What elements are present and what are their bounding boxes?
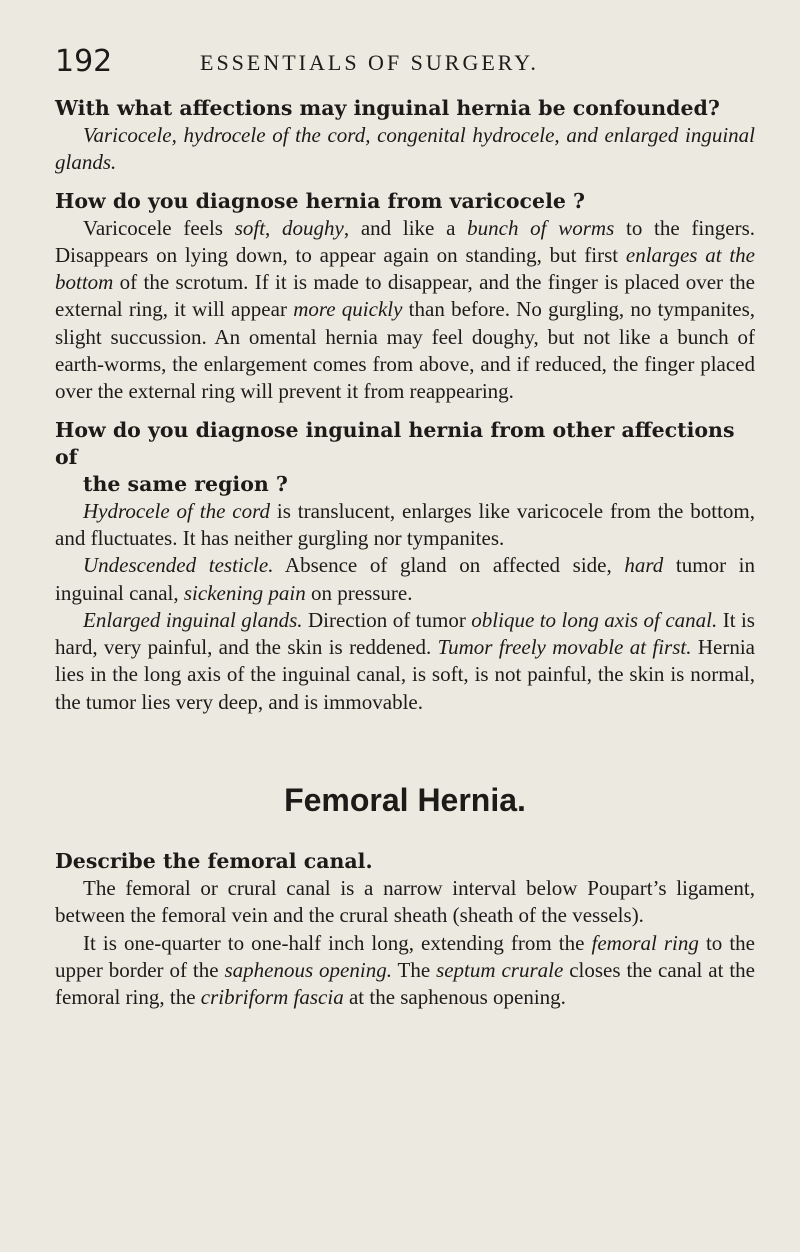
italic-text: hard	[624, 553, 664, 578]
answer-paragraph	[55, 215, 755, 406]
italic-text: oblique to long axis of canal.	[471, 607, 718, 632]
text: at the saphenous opening.	[343, 985, 566, 1010]
text: tumor in inguinal canal,	[55, 553, 756, 605]
text: is translucent, enlarges like varicocele from the bottom, and fluctuates. It has neither gurgling nor tympanites.	[55, 498, 755, 550]
page-body	[55, 95, 755, 1012]
text: on pressure.	[305, 580, 413, 605]
text: The	[391, 957, 437, 982]
italic-text: septum crurale	[436, 957, 564, 982]
text: , and like a	[343, 215, 468, 240]
italic-text: sickening pain	[183, 580, 306, 605]
italic-text: Enlarged inguinal glands.	[83, 607, 303, 632]
page-header	[55, 42, 755, 82]
text: than before. No gurgling, no tympanites, slight succussion. An omental hernia may feel doughy, but not like a bunch of earth-worms, the enlargement comes from above, and if reduced, the finger placed over the external ring will prevent it from reappearing.	[55, 297, 755, 404]
text: Hernia lies in the long axis of the inguinal canal, is soft, is not painful, the skin is normal, the tumor lies very deep, and is immovable.	[55, 635, 755, 714]
running-head: ESSENTIALS OF SURGERY.	[200, 50, 539, 75]
italic-text: cribriform fascia	[200, 985, 344, 1010]
question-line: the same region ?	[83, 471, 288, 496]
answer-paragraph: The femoral or crural canal is a narrow interval below Poupart’s ligament, between the femoral vein and the crural sheath (sheath of the vessels).	[55, 876, 755, 928]
italic-text: bunch of worms	[467, 215, 615, 240]
italic-text: femoral ring	[591, 930, 699, 955]
italic-text: saphenous opening.	[224, 957, 392, 982]
italic-text: Tumor freely movable at first.	[437, 635, 692, 660]
text: Direction of tumor	[302, 607, 472, 632]
italic-text: doughy	[282, 215, 344, 240]
text: of the scrotum. If it is made to disappear, and the finger is placed over the external ring, it will appear	[55, 270, 755, 322]
answer-paragraph	[55, 607, 755, 716]
text: Varicocele feels	[83, 215, 235, 240]
italic-text: more quickly	[293, 297, 403, 322]
answer-paragraph	[55, 930, 755, 1012]
answer-paragraph	[55, 122, 755, 177]
text: Absence of gland on affected side,	[273, 553, 625, 578]
question-heading	[55, 417, 755, 498]
question-heading: Describe the femoral canal.	[55, 849, 373, 874]
text: to the upper border of the	[55, 930, 755, 982]
text: closes the canal at the femoral ring, the	[55, 957, 755, 1010]
answer-paragraph	[55, 498, 755, 553]
question-line: How do you diagnose inguinal hernia from other affections of	[55, 417, 735, 469]
question-heading: How do you diagnose hernia from varicocele ?	[55, 188, 586, 213]
answer-paragraph	[55, 552, 755, 607]
italic-text: enlarges at the bottom	[55, 242, 755, 295]
question-heading: With what affections may inguinal hernia be confounded?	[55, 96, 720, 120]
text: to the fingers. Disappears on lying down, to appear again on standing, but first	[55, 215, 755, 267]
page-number: 192	[55, 44, 113, 79]
text: It is one-quarter to one-half inch long, extending from the	[83, 930, 592, 955]
text: It is hard, very painful, and the skin is reddened.	[55, 607, 755, 660]
italic-text: Undescended testicle.	[83, 553, 274, 578]
text: ,	[265, 215, 283, 240]
italic-text: Varicocele, hydrocele of the cord, congenital hydrocele, and enlarged inguinal glands.	[55, 123, 755, 175]
italic-text: soft	[234, 215, 266, 240]
italic-text: Hydrocele of the cord	[83, 498, 271, 523]
section-title: Femoral Hernia.	[284, 782, 526, 819]
